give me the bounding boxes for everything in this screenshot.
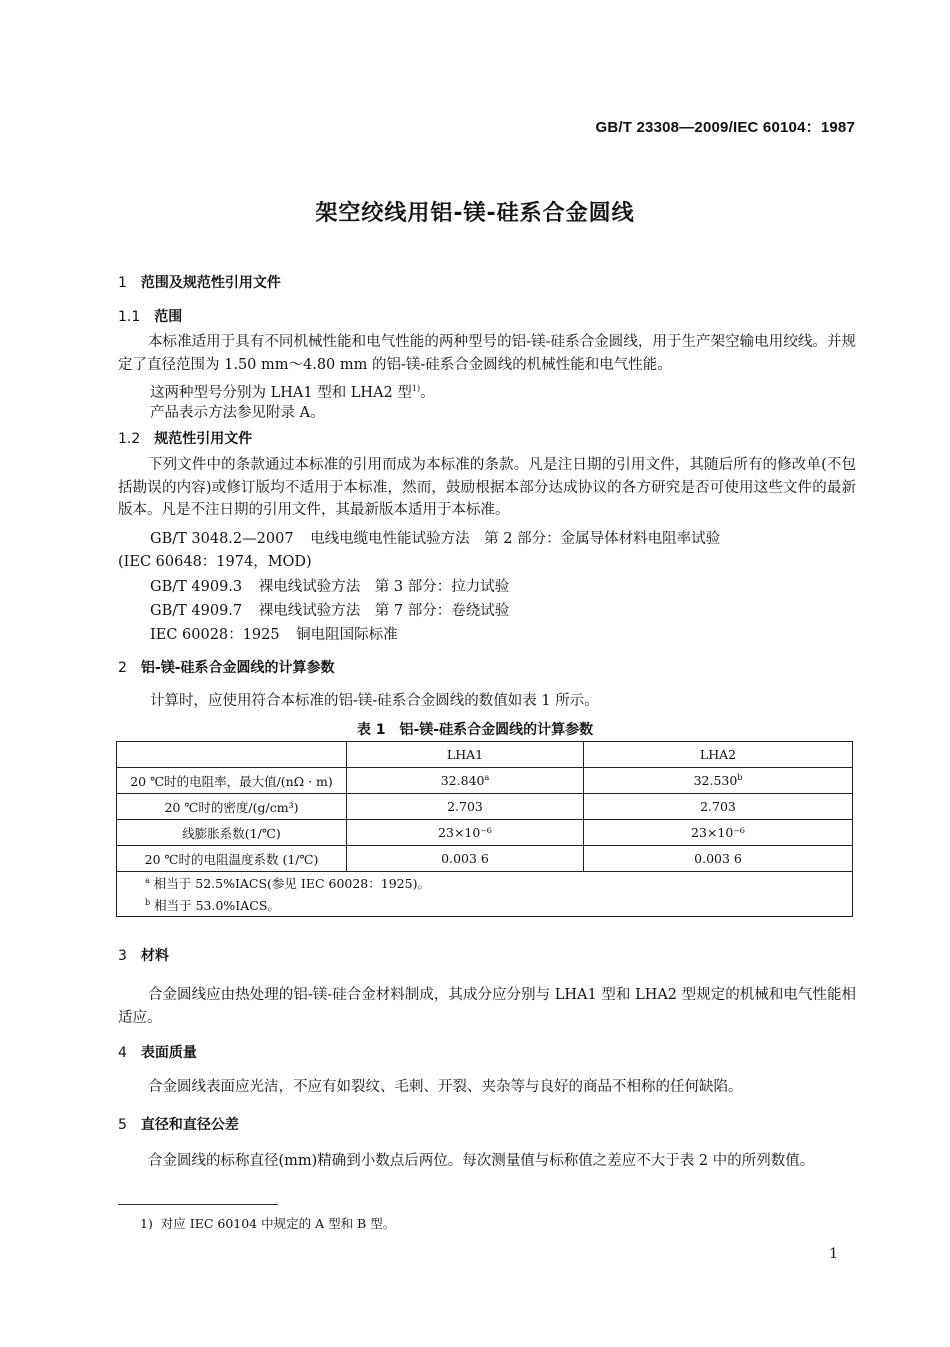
table-cell (347, 768, 584, 794)
table-note (117, 894, 853, 917)
section-title: 规范性引用文件 (154, 431, 253, 447)
table-header-cell (117, 742, 347, 768)
table-header-cell: LHA1 (347, 742, 584, 768)
section-title: 范围 (154, 309, 183, 325)
calculation-parameters-table (116, 741, 853, 917)
scope-types-paragraph (150, 378, 435, 404)
table-cell: 20 ℃时的电阻温度系数 (1/℃) (117, 846, 347, 872)
table-row (117, 846, 853, 872)
table-caption: 表 1 铝-镁-硅系合金圆线的计算参数 (356, 722, 594, 738)
section-2-paragraph: 计算时，应使用符合本标准的铝-镁-硅系合金圆线的数值如表 1 所示。 (150, 693, 599, 709)
section-2-heading (118, 657, 335, 677)
reference-code: IEC 60028：1925 (150, 627, 280, 643)
section-1-1-heading (118, 306, 182, 326)
section-title: 范围及规范性引用文件 (140, 275, 281, 291)
note-mark: a (484, 772, 490, 782)
table-note-row (117, 872, 853, 895)
reference-item (150, 575, 521, 596)
reference-item (150, 623, 410, 644)
note-mark: b (145, 897, 151, 907)
section-number: 1.2 (118, 431, 141, 447)
page-number: 1 (829, 1246, 838, 1262)
table-cell: 0.003 6 (584, 846, 853, 872)
note-text: 相当于 53.0%IACS。 (154, 898, 280, 913)
cell-value: 32.530 (693, 773, 738, 789)
reference-text: 电线电缆电性能试验方法 第 2 部分：金属导体材料电阻率试验 (310, 531, 721, 547)
section-number: 3 (118, 948, 127, 964)
scope-types-end: 。 (420, 384, 435, 401)
annex-reference-paragraph: 产品表示方法参见附录 A。 (150, 405, 325, 421)
cell-value: 32.840 (440, 773, 485, 789)
table-note (117, 872, 853, 895)
table-cell: 20 ℃时的电阻率，最大值/(nΩ · m) (117, 768, 347, 794)
table-cell: 2.703 (584, 794, 853, 820)
section-number: 1.1 (118, 309, 141, 325)
normative-references-paragraph: 下列文件中的条款通过本标准的引用而成为本标准的条款。凡是注日期的引用文件，其随后所有的修改单(不包括勘误的内容)或修订版均不适用于本标准，然而，鼓励根据本部分达成协议的各方研究是否可使用这些文件的最新版本。凡是不注日期的引用文件，其最新版本适用于本标准。 (118, 457, 856, 518)
table-cell: 2.703 (347, 794, 584, 820)
table-note-row (117, 894, 853, 917)
section-title: 材料 (140, 948, 169, 964)
footnote (140, 1214, 395, 1232)
section-4-paragraph: 合金圆线表面应光洁，不应有如裂纹、毛刺、开裂、夹杂等与良好的商品不相称的任何缺陷。 (148, 1079, 743, 1095)
footnote-divider (118, 1204, 278, 1205)
reference-text: 铜电阻国际标准 (296, 627, 398, 643)
section-4-heading (118, 1042, 197, 1062)
footnote-ref: 1) (411, 384, 421, 393)
section-1-2-heading (118, 428, 252, 448)
section-number: 4 (118, 1045, 127, 1061)
scope-types-text: 这两种型号分别为 LHA1 型和 LHA2 型 (150, 384, 412, 401)
table-cell: 0.003 6 (347, 846, 584, 872)
reference-item (150, 527, 856, 548)
table-cell: 23×10⁻⁶ (584, 820, 853, 846)
reference-item-continuation: (IEC 60648：1974，MOD) (118, 554, 312, 570)
footnote-mark: 1) (140, 1216, 153, 1231)
section-1-heading (118, 272, 281, 292)
table-header-row (117, 742, 853, 768)
note-text: 相当于 52.5%IACS(参见 IEC 60028：1925)。 (153, 876, 430, 891)
section-5-heading (118, 1114, 239, 1134)
footnote-text: 对应 IEC 60104 中规定的 A 型和 B 型。 (160, 1216, 396, 1231)
section-title: 表面质量 (140, 1045, 197, 1061)
table-row (117, 820, 853, 846)
standard-code: GB/T 23308—2009/IEC 60104：1987 (595, 119, 855, 136)
table-cell: 线膨胀系数(1/℃) (117, 820, 347, 846)
reference-text: 裸电线试验方法 第 3 部分：拉力试验 (258, 579, 510, 595)
section-3-paragraph: 合金圆线应由热处理的铝-镁-硅合金材料制成，其成分应分别与 LHA1 型和 LHA2 型规定的机械和电气性能相适应。 (118, 987, 856, 1026)
document-title: 架空绞线用铝-镁-硅系合金圆线 (315, 201, 635, 226)
section-number: 1 (118, 275, 127, 291)
section-title: 直径和直径公差 (140, 1117, 239, 1133)
scope-paragraph: 本标准适用于具有不同机械性能和电气性能的两种型号的铝-镁-硅系合金圆线，用于生产架空输电用绞线。并规定了直径范围为 1.50 mm～4.80 mm 的铝-镁-硅系合金圆线的机械性能和电气性能。 (118, 334, 856, 373)
reference-code: GB/T 3048.2—2007 (150, 531, 294, 547)
table-cell: 20 ℃时的密度/(g/cm³) (117, 794, 347, 820)
table-cell: 23×10⁻⁶ (347, 820, 584, 846)
table-cell (584, 768, 853, 794)
section-number: 5 (118, 1117, 127, 1133)
section-3-heading (118, 945, 169, 965)
section-number: 2 (118, 660, 127, 676)
table-header-cell: LHA2 (584, 742, 853, 768)
note-mark: b (737, 772, 743, 782)
section-title: 铝-镁-硅系合金圆线的计算参数 (140, 660, 335, 676)
table-row (117, 794, 853, 820)
reference-item (150, 599, 521, 620)
section-5-paragraph: 合金圆线的标称直径(mm)精确到小数点后两位。每次测量值与标称值之差应不大于表 2 中的所列数值。 (148, 1153, 815, 1169)
reference-text: 裸电线试验方法 第 7 部分：卷绕试验 (258, 603, 510, 619)
reference-code: GB/T 4909.7 (150, 603, 243, 619)
reference-code: GB/T 4909.3 (150, 579, 243, 595)
note-mark: a (145, 875, 150, 885)
table-row (117, 768, 853, 794)
